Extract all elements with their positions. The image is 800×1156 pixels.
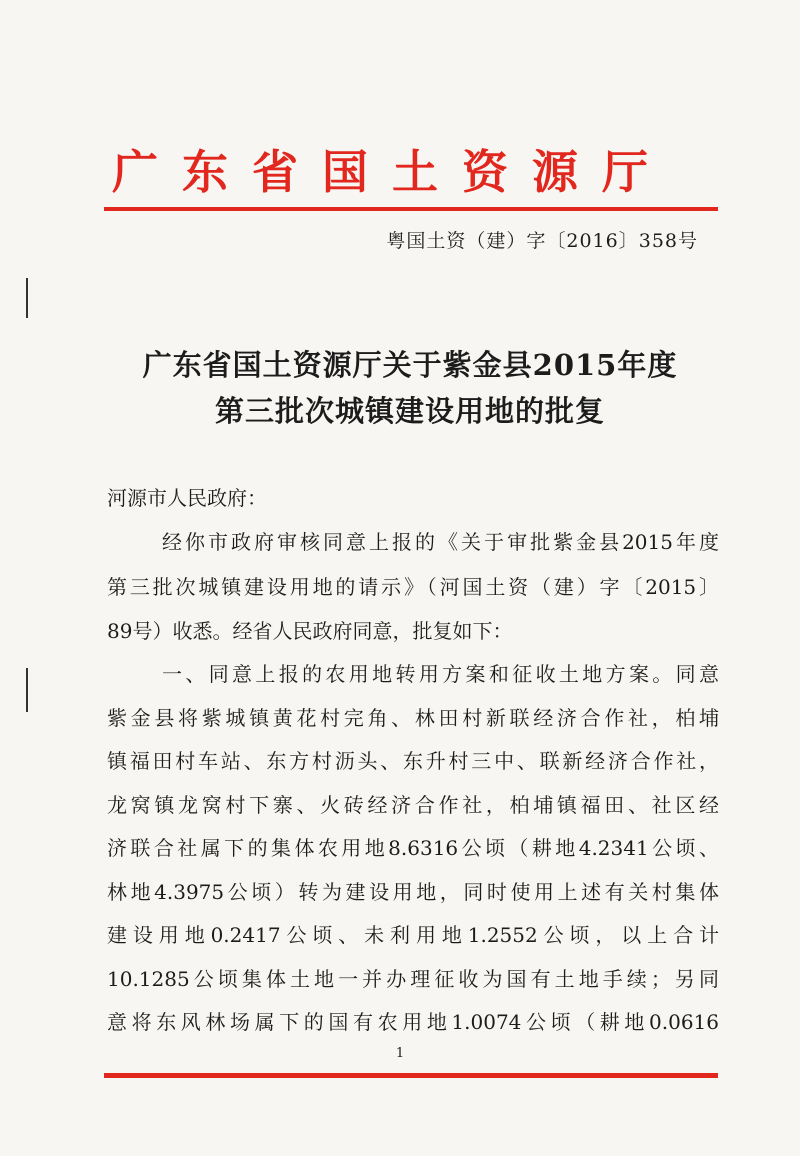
- body-line: 济联合社属下的集体农用地8.6316公顷（耕地4.2341公顷、: [107, 836, 719, 860]
- document-number: 粤国土资（建）字〔2016〕358号: [386, 230, 698, 252]
- addressee: 河源市人民政府：: [107, 486, 267, 510]
- body-line: 建设用地0.2417公顷、未利用地1.2552公顷，以上合计: [107, 923, 719, 947]
- body-line: 镇福田村车站、东方村沥头、东升村三中、联新经济合作社，: [107, 749, 719, 773]
- margin-mark: [26, 278, 28, 318]
- margin-mark: [26, 668, 28, 712]
- body-line: 林地4.3975公顷）转为建设用地，同时使用上述有关村集体: [107, 880, 719, 904]
- agency-letterhead: 广东省国土资源厅: [112, 145, 672, 199]
- body-line: 89号）收悉。经省人民政府同意，批复如下：: [107, 619, 513, 643]
- document-title-line-2: 第三批次城镇建设用地的批复: [214, 394, 605, 428]
- body-line: 经你市政府审核同意上报的《关于审批紫金县2015年度: [162, 530, 719, 554]
- letterhead-red-rule: [104, 207, 718, 211]
- page-number: 1: [395, 1046, 405, 1061]
- body-line: 一、同意上报的农用地转用方案和征收土地方案。同意: [162, 662, 719, 686]
- footer-red-rule: [104, 1073, 718, 1078]
- body-line: 第三批次城镇建设用地的请示》（河国土资（建）字〔2015〕: [107, 575, 719, 599]
- body-line: 意将东风林场属下的国有农用地1.0074公顷（耕地0.0616: [107, 1010, 719, 1034]
- body-line: 紫金县将紫城镇黄花村完角、林田村新联经济合作社，柏埔: [107, 706, 719, 730]
- document-title-line-1: 广东省国土资源厅关于紫金县2015年度: [142, 348, 678, 382]
- body-line: 龙窝镇龙窝村下寨、火砖经济合作社，柏埔镇福田、社区经: [107, 793, 719, 817]
- body-line: 10.1285公顷集体土地一并办理征收为国有土地手续；另同: [107, 967, 719, 991]
